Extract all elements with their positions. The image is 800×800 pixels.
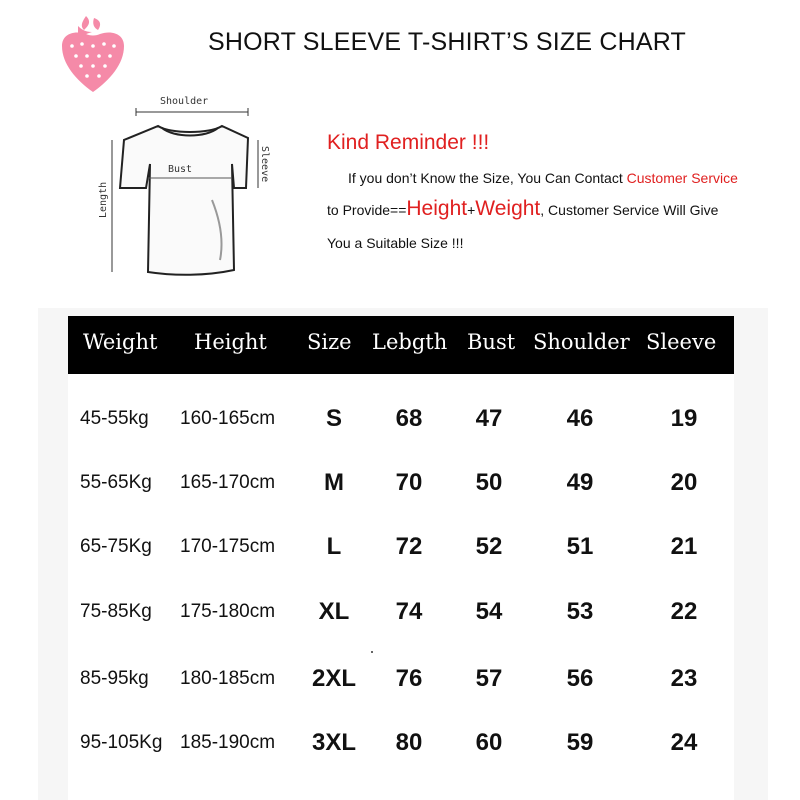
cell-bust: 50	[475, 469, 503, 496]
cell-height: 165-170cm	[180, 472, 276, 493]
cell-sleeve: 20	[670, 469, 698, 496]
diagram-sleeve-label: Sleeve	[259, 146, 270, 183]
cell-length: 76	[395, 665, 423, 692]
stray-dot	[371, 651, 373, 653]
t-shirt-icon	[88, 90, 288, 290]
cell-shoulder: 46	[566, 405, 594, 432]
diagram-shoulder-label: Shoulder	[160, 96, 209, 107]
reminder-text: to Provide==	[327, 202, 407, 218]
cell-height: 160-165cm	[180, 408, 276, 429]
diagram-bust-label: Bust	[168, 164, 193, 175]
cell-height: 185-190cm	[180, 732, 276, 753]
header-sleeve: Sleeve	[646, 330, 717, 354]
cell-length: 74	[395, 598, 423, 625]
cell-weight: 65-75Kg	[80, 536, 152, 557]
reminder-line-3: You a Suitable Size !!!	[327, 235, 464, 251]
cell-height: 175-180cm	[180, 601, 276, 622]
height-highlight: Height	[406, 197, 468, 220]
cell-weight: 95-105Kg	[80, 732, 163, 753]
customer-service-text: Customer Service	[626, 170, 738, 186]
reminder-line-2	[327, 197, 718, 221]
reminder-text: +	[467, 202, 476, 218]
header-size: Size	[307, 330, 352, 354]
cell-length: 70	[395, 469, 423, 496]
cell-size: L	[326, 533, 342, 560]
cell-size: M	[324, 469, 344, 496]
cell-shoulder: 51	[566, 533, 594, 560]
reminder-heading: Kind Reminder !!!	[327, 131, 490, 154]
cell-length: 72	[395, 533, 423, 560]
reminder-text: , Customer Service Will Give	[540, 202, 719, 218]
cell-weight: 75-85Kg	[80, 601, 152, 622]
cell-weight: 45-55kg	[80, 408, 149, 429]
cell-bust: 60	[475, 729, 503, 756]
reminder-text: If you don’t Know the Size, You Can Contact	[348, 170, 627, 186]
cell-shoulder: 49	[566, 469, 594, 496]
cell-bust: 47	[475, 405, 503, 432]
cell-shoulder: 53	[566, 598, 594, 625]
reminder-line-1	[348, 170, 738, 186]
cell-shoulder: 59	[566, 729, 594, 756]
header-height: Height	[194, 330, 267, 354]
cell-size: 3XL	[311, 729, 356, 756]
cell-length: 68	[395, 405, 423, 432]
page-title: SHORT SLEEVE T-SHIRT’S SIZE CHART	[208, 28, 687, 56]
cell-bust: 54	[475, 598, 503, 625]
cell-weight: 55-65Kg	[80, 472, 152, 493]
cell-sleeve: 22	[670, 598, 698, 625]
header-bust: Bust	[467, 330, 516, 354]
diagram-length-label: Length	[98, 181, 109, 218]
strawberry-logo-icon	[56, 12, 130, 94]
cell-sleeve: 23	[670, 665, 698, 692]
weight-highlight: Weight	[475, 197, 541, 220]
cell-height: 170-175cm	[180, 536, 276, 557]
cell-shoulder: 56	[566, 665, 594, 692]
cell-bust: 52	[475, 533, 503, 560]
cell-bust: 57	[475, 665, 503, 692]
cell-height: 180-185cm	[180, 668, 276, 689]
cell-size: S	[325, 405, 342, 432]
cell-weight: 85-95kg	[80, 668, 149, 689]
cell-sleeve: 19	[670, 405, 698, 432]
cell-size: 2XL	[311, 665, 356, 692]
cell-sleeve: 24	[670, 729, 698, 756]
header-weight: Weight	[83, 330, 158, 354]
cell-size: XL	[318, 598, 350, 625]
cell-sleeve: 21	[670, 533, 698, 560]
cell-length: 80	[395, 729, 423, 756]
header-shoulder: Shoulder	[533, 330, 630, 354]
header-length: Lebgth	[372, 330, 448, 354]
